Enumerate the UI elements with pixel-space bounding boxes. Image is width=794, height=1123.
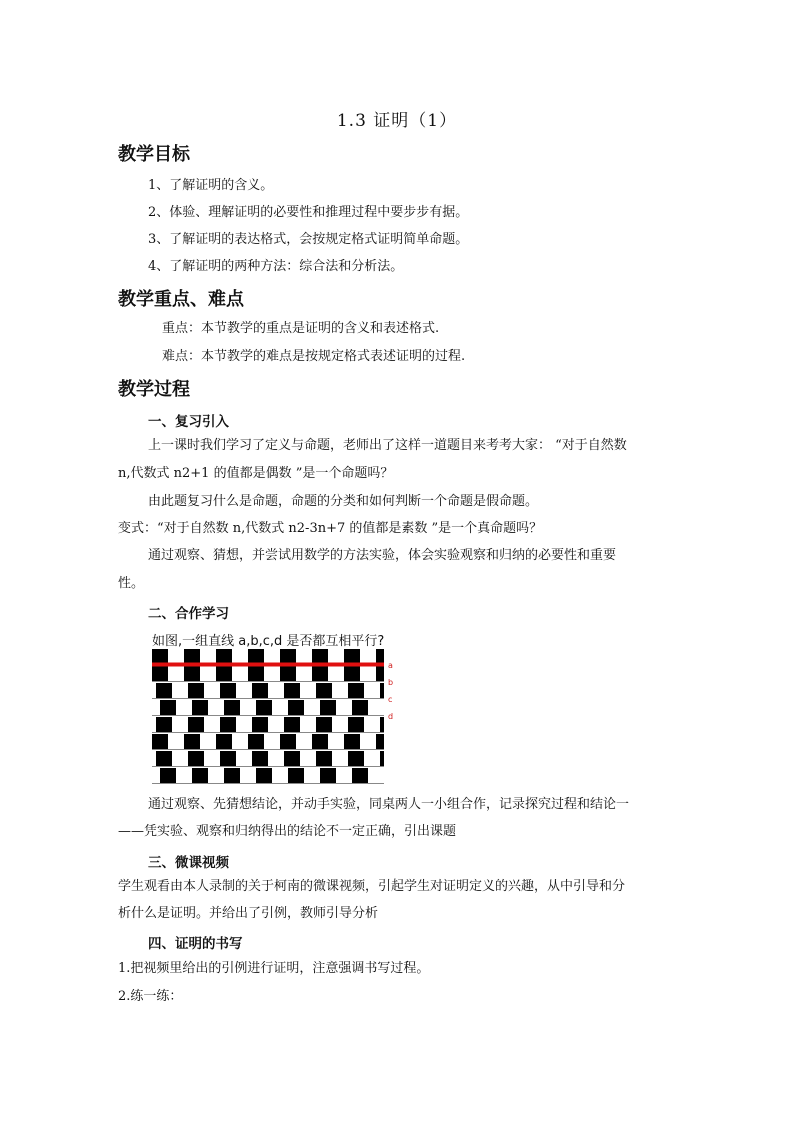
checker-tile — [380, 751, 384, 766]
checker-tile — [380, 683, 384, 698]
checker-tile — [316, 683, 332, 698]
checker-tile — [348, 717, 364, 732]
checker-tile — [348, 751, 364, 766]
checker-tile — [152, 734, 168, 749]
cafe-wall-illusion-figure — [152, 648, 402, 786]
checker-tile — [252, 751, 268, 766]
checker-tile — [352, 700, 368, 715]
checker-row — [152, 649, 384, 665]
checker-tile — [248, 734, 264, 749]
section1-paragraph1-line2: n,代数式 n2+1 的值都是偶数 ”是一个命题吗？ — [118, 466, 394, 481]
checker-tile — [256, 768, 272, 783]
checker-row — [152, 751, 384, 767]
checker-tile — [184, 649, 200, 664]
checker-tile — [288, 700, 304, 715]
section1-paragraph2: 由此题复习什么是命题，命题的分类和如何判断一个命题是假命题。 — [148, 494, 539, 509]
page-title: 1.3 证明（1） — [336, 111, 458, 131]
line-label-a: a — [388, 661, 393, 670]
checker-tile — [280, 666, 296, 681]
focus-text: 重点：本节教学的重点是证明的含义和表述格式. — [162, 321, 440, 336]
checker-tile — [256, 700, 272, 715]
checker-tile — [188, 751, 204, 766]
checker-tile — [152, 649, 168, 664]
checker-tile — [288, 768, 304, 783]
checker-tile — [160, 700, 176, 715]
checker-tile — [160, 768, 176, 783]
checker-tile — [156, 717, 172, 732]
checker-tile — [284, 717, 300, 732]
section1-paragraph1-line1: 上一课时我们学习了定义与命题，老师出了这样一道题目来考考大家： “对于自然数 — [148, 438, 627, 453]
checker-tile — [312, 734, 328, 749]
checker-tile — [248, 649, 264, 664]
section4-item-2: 2.练一练： — [118, 989, 183, 1004]
checker-tile — [224, 768, 240, 783]
checker-tile — [216, 734, 232, 749]
checker-tile — [248, 666, 264, 681]
checker-tile — [220, 717, 236, 732]
checker-row — [152, 768, 384, 784]
section2-paragraph-line2: ——凭实验、观察和归纳得出的结论不一定正确，引出课题 — [118, 824, 457, 839]
checker-tile — [344, 649, 360, 664]
checker-tile — [216, 666, 232, 681]
checker-tile — [224, 700, 240, 715]
checker-tile — [188, 683, 204, 698]
checker-tile — [320, 700, 336, 715]
checker-tile — [376, 734, 384, 749]
checker-tile — [184, 666, 200, 681]
figure-caption: 如图,一组直线 a,b,c,d 是否都互相平行? — [152, 634, 385, 649]
checker-tile — [280, 649, 296, 664]
checker-tile — [192, 768, 208, 783]
checker-tile — [344, 666, 360, 681]
section3-paragraph-line2: 析什么是证明。并给出了引例，教师引导分析 — [118, 906, 379, 921]
checker-tile — [380, 717, 384, 732]
checker-tile — [316, 717, 332, 732]
section2-heading: 二、合作学习 — [148, 606, 229, 622]
section4-heading: 四、证明的书写 — [148, 936, 243, 952]
checker-row — [152, 666, 384, 682]
difficulty-text: 难点：本节教学的难点是按规定格式表述证明的过程. — [162, 349, 466, 364]
process-heading: 教学过程 — [118, 379, 190, 400]
checker-tile — [284, 751, 300, 766]
checker-tile — [252, 683, 268, 698]
checker-tile — [344, 734, 360, 749]
section1-paragraph4-line2: 性。 — [118, 576, 145, 591]
checker-tile — [252, 717, 268, 732]
checker-row — [152, 700, 384, 716]
goal-item-1: 1、了解证明的含义。 — [148, 178, 274, 193]
section1-paragraph3: 变式：“对于自然数 n,代数式 n2-3n+7 的值都是素数 ”是一个真命题吗？ — [118, 521, 543, 536]
checker-tile — [316, 751, 332, 766]
checker-tile — [320, 768, 336, 783]
section3-heading: 三、微课视频 — [148, 855, 229, 871]
checker-row — [152, 717, 384, 733]
keypoints-heading: 教学重点、难点 — [118, 289, 244, 310]
goal-item-2: 2、体验、理解证明的必要性和推理过程中要步步有据。 — [148, 205, 469, 220]
line-label-d: d — [388, 712, 394, 721]
goals-heading: 教学目标 — [118, 144, 190, 165]
section1-heading: 一、复习引入 — [148, 414, 229, 430]
checker-tile — [216, 649, 232, 664]
line-label-b: b — [388, 678, 394, 687]
checker-tile — [152, 666, 168, 681]
checker-tile — [188, 717, 204, 732]
goal-item-4: 4、了解证明的两种方法：综合法和分析法。 — [148, 259, 404, 274]
checker-tile — [184, 734, 200, 749]
checker-tile — [348, 683, 364, 698]
checker-tile — [280, 734, 296, 749]
checker-tile — [220, 683, 236, 698]
section3-paragraph-line1: 学生观看由本人录制的关于柯南的微课视频，引起学生对证明定义的兴趣，从中引导和分 — [118, 879, 626, 894]
checker-rows — [152, 649, 384, 784]
section1-paragraph4-line1: 通过观察、猜想，并尝试用数学的方法实验，体会实验观察和归纳的必要性和重要 — [148, 548, 617, 563]
checker-tile — [156, 683, 172, 698]
checker-tile — [192, 700, 208, 715]
checker-tile — [220, 751, 236, 766]
checker-row — [152, 683, 384, 699]
section2-paragraph-line1: 通过观察、先猜想结论，并动手实验，同桌两人一小组合作，记录探究过程和结论一 — [148, 797, 630, 812]
line-label-c: c — [388, 695, 393, 704]
checker-tile — [312, 649, 328, 664]
checker-row — [152, 734, 384, 750]
checker-tile — [376, 649, 384, 664]
checker-tile — [312, 666, 328, 681]
goal-item-3: 3、了解证明的表达格式，会按规定格式证明简单命题。 — [148, 232, 469, 247]
checker-tile — [352, 768, 368, 783]
checker-tile — [376, 666, 384, 681]
checker-tile — [156, 751, 172, 766]
checker-tile — [284, 683, 300, 698]
section4-item-1: 1.把视频里给出的引例进行证明，注意强调书写过程。 — [118, 961, 430, 976]
